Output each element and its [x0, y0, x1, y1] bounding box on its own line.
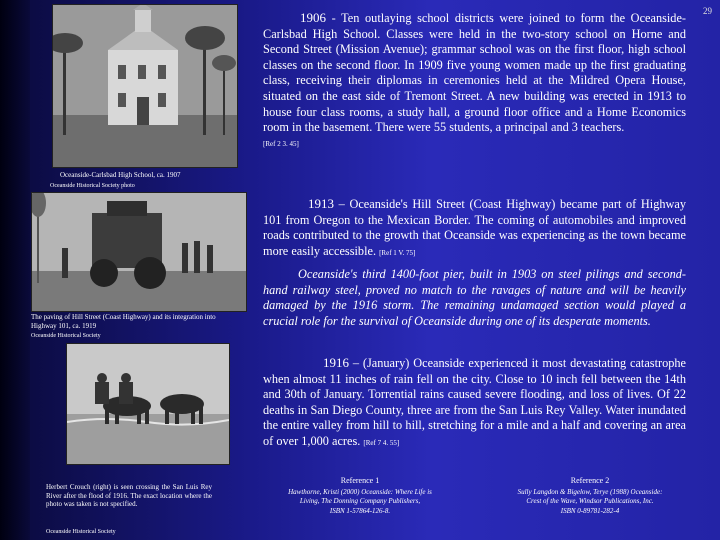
section-1913-ref: [Ref 1 V. 75] [379, 248, 416, 257]
section-1906-ref: [Ref 2 3. 45] [263, 139, 299, 148]
school-caption-text: Oceanside-Carlsbad High School, ca. 1907 [60, 171, 181, 179]
flood-photo [66, 343, 230, 465]
reference-2-line2: Crest of the Wave, Windsor Publications, Inc. [526, 497, 654, 505]
year-1913: 1913 [308, 196, 334, 211]
school-photo-caption [60, 171, 240, 180]
reference-2-line3: ISBN 0-89781-282-4 [560, 506, 620, 515]
reference-2-title: Reference 2 [570, 476, 610, 485]
year-1906: 1906 [300, 10, 326, 25]
section-1906-paragraph [263, 10, 686, 136]
section-1916-paragraph [263, 355, 686, 452]
section-1916-ref: [Ref 7 4. 55] [363, 438, 400, 447]
reference-1-line2: Living, The Donning Company Publishers, [299, 497, 421, 505]
reference-1-line3: ISBN 1-57864-126-8. [329, 506, 391, 515]
section-1916 [263, 355, 686, 452]
reference-2 [492, 476, 688, 516]
reference-1-line1: Hawthorne, Kristi (2000) Oceanside: Where Life is [288, 487, 432, 496]
paving-photo-credit: Oceanside Historical Society [31, 333, 101, 339]
pier-text: Oceanside's third 1400-foot pier, built in 1903 on steel pilings and second-hand railway steel, proved no match to the ravages of nature and will be heavily damaged by the 1916 storm. The remaining undamaged section would played a crucial role for the survival of Oceanside during one of its desperate moments. [263, 267, 686, 328]
section-1913-paragraph [263, 196, 686, 261]
section-1913-text: – Oceanside's Hill Street (Coast Highway) became part of Highway 101 from Oregon to the Mexican Border. The coming of automobiles and improved roads contributed to the growth that Oceanside was experiencing as the town became more easily accessible. [263, 197, 686, 258]
slide-left-edge [0, 0, 30, 540]
school-photo [52, 4, 238, 168]
flood-photo-caption: Herbert Crouch (right) is seen crossing the San Luis Rey River after the flood of 1916. The exact location where the photo was taken is not specified. [46, 483, 212, 508]
reference-2-line1: Sully Langdon & Bigelow, Terye (1988) Oceanside: [517, 487, 663, 496]
page-number: 29 [703, 6, 712, 16]
section-1906-text: - Ten outlaying school districts were joined to form the Oceanside-Carlsbad High School. Classes were held in the two-story school on Horne and Second Street (Mission Avenue); grammar school was on the first floor, high school classes on the second floor. In 1909 five young women made up the first graduating class, receiving their diplomas in ceremonies held at the Mildred Opera House, situated on the east side of Tremont Street. A new building was erected in 1913 to house four class rooms, a study hall, a ground floor office and a Home Economics room in the basement. There were 55 students, a principal and 3 teachers. [263, 11, 686, 135]
school-photo-credit: Oceanside Historical Society photo [50, 183, 135, 189]
section-pier [263, 267, 686, 329]
reference-1-title: Reference 1 [340, 476, 380, 485]
section-1906 [263, 10, 686, 148]
reference-1 [262, 476, 458, 516]
paving-photo-caption: The paving of Hill Street (Coast Highway) and its integration into Highway 101, ca. 1919 [31, 313, 216, 330]
paving-photo [31, 192, 247, 312]
section-1916-text: – (January) Oceanside experienced it most devastating catastrophe when almost 11 inches of rain fell on the city. Close to 10 inch fell between the 14th and 30th of January. Torrential rains caused severe flooding, and loss of lives. Of 22 deaths in San Diego County, three are from the San Luis Rey Valley. Water inundated the entire valley from hill to hill, stretching for a mile and a half and covering an area of over 1,000 acres. [263, 356, 686, 448]
year-1916: 1916 [323, 355, 349, 370]
section-1913 [263, 196, 686, 261]
flood-photo-credit: Oceanside Historical Society [46, 529, 116, 535]
